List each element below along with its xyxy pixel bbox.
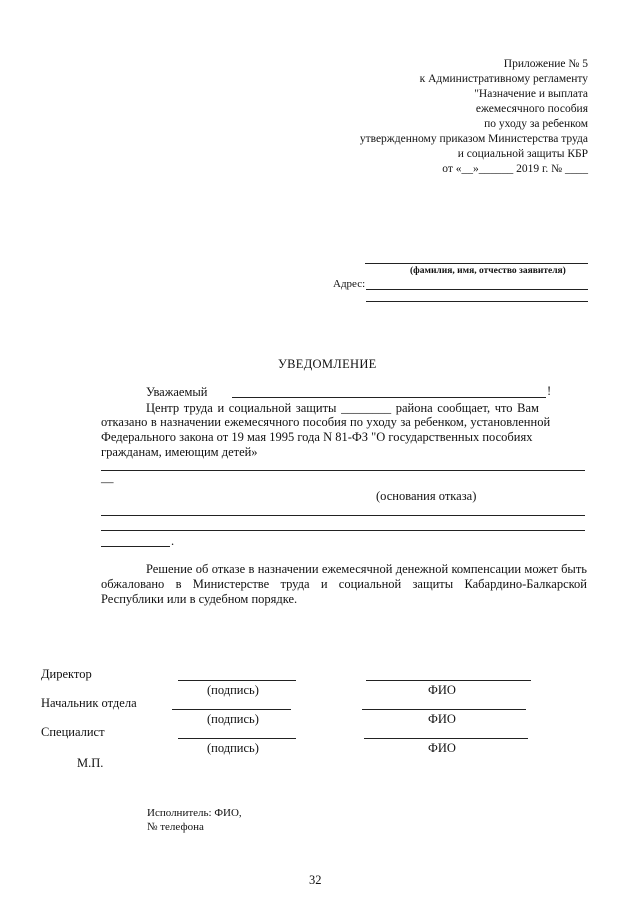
- fio-caption: ФИО: [428, 741, 456, 755]
- fio-line[interactable]: [362, 709, 526, 710]
- header-line: к Административному регламенту: [419, 73, 588, 85]
- address-line-1[interactable]: [366, 289, 588, 290]
- header-line: по уходу за ребенком: [484, 118, 588, 130]
- address-label: Адрес:: [333, 278, 366, 290]
- reasons-line-1[interactable]: [101, 470, 585, 471]
- page-number: 32: [309, 873, 322, 887]
- signature-caption: (подпись): [207, 712, 259, 726]
- reasons-period: .: [171, 534, 175, 548]
- reasons-caption: (основания отказа): [376, 489, 477, 503]
- fio-caption: ФИО: [428, 683, 456, 697]
- address-line-2[interactable]: [366, 301, 588, 302]
- signature-caption: (подпись): [207, 741, 259, 755]
- addressee-name-line[interactable]: [232, 397, 546, 398]
- reasons-dash: —: [101, 475, 114, 489]
- signatory-role: Директор: [41, 667, 92, 681]
- header-line: "Назначение и выплата: [474, 88, 588, 100]
- signature-line[interactable]: [178, 738, 296, 739]
- header-line: утвержденному приказом Министерства труда: [359, 133, 588, 145]
- exclamation-mark: !: [547, 384, 552, 398]
- reasons-line-4[interactable]: [101, 546, 170, 547]
- appeal-paragraph: Решение об отказе в назначении ежемесячной денежной компенсации может быть обжаловано в Министерстве труда и социальной защиты Кабардино-Балкарской Республики или в судебном порядке.: [101, 562, 587, 606]
- body-line-3: Федерального закона от 19 мая 1995 года N 81-ФЗ "О государственных пособиях: [101, 430, 533, 444]
- executor-line-2: № телефона: [147, 821, 204, 833]
- signatory-role: Специалист: [41, 725, 105, 739]
- executor-line-1: Исполнитель: ФИО,: [147, 807, 242, 819]
- document-title: УВЕДОМЛЕНИЕ: [278, 357, 377, 371]
- body-line-4: гражданам, имеющим детей»: [101, 445, 258, 459]
- header-line: и социальной защиты КБР: [457, 148, 588, 160]
- greeting-label: Уважаемый: [146, 385, 208, 399]
- header-line: от «__»______ 2019 г. № ____: [442, 163, 588, 175]
- signature-caption: (подпись): [207, 683, 259, 697]
- body-line-1: Центр труда и социальной защиты ________ района сообщает, что Вам: [146, 401, 539, 415]
- stamp-label: М.П.: [77, 756, 104, 770]
- applicant-name-caption: (фамилия, имя, отчество заявителя): [410, 266, 566, 276]
- reasons-line-3[interactable]: [101, 530, 585, 531]
- header-line: ежемесячного пособия: [475, 103, 588, 115]
- signature-line[interactable]: [178, 680, 296, 681]
- fio-caption: ФИО: [428, 712, 456, 726]
- signature-line[interactable]: [172, 709, 291, 710]
- reasons-line-2[interactable]: [101, 515, 585, 516]
- body-line-2: отказано в назначении ежемесячного пособия по уходу за ребенком, установленной: [101, 415, 551, 429]
- fio-line[interactable]: [364, 738, 528, 739]
- applicant-name-line[interactable]: [365, 263, 588, 264]
- fio-line[interactable]: [366, 680, 531, 681]
- signatory-role: Начальник отдела: [41, 696, 137, 710]
- header-line: Приложение № 5: [503, 58, 588, 70]
